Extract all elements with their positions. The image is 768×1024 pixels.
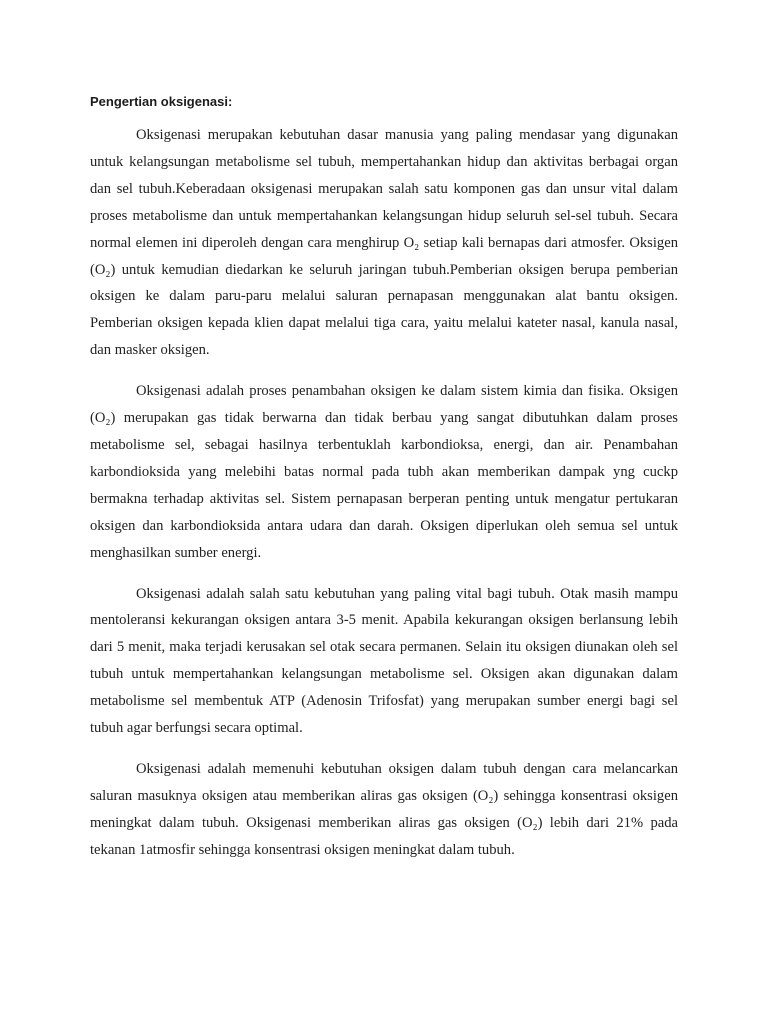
paragraph-2: Oksigenasi adalah proses penambahan oksigen ke dalam sistem kimia dan fisika. Oksigen (O₂) merupakan gas tidak berwarna dan tidak berbau yang sangat dibutuhkan dalam proses metabolisme sel, sebagai hasilnya terbentuklah karbondioksa, energi, dan air. Penambahan karbondioksida yang melebihi batas normal pada tubh akan memberikan dampak yng cuckp bermakna terhadap aktivitas sel. Sistem pernapasan berperan penting untuk mengatur pertukaran oksigen dan karbondioksida antara udara dan darah. Oksigen diperlukan oleh semua sel untuk menghasilkan sumber energi.	[90, 383, 678, 561]
paragraph-1: Oksigenasi merupakan kebutuhan dasar manusia yang paling mendasar yang digunakan untuk kelangsungan metabolisme sel tubuh, mempertahankan hidup dan aktivitas berbagai organ dan sel tubuh.Keberadaan oksigenasi merupakan salah satu komponen gas dan unsur vital dalam proses metabolisme dan untuk mempertahankan kelangsungan hidup seluruh sel-sel tubuh. Secara normal elemen ini diperoleh dengan cara menghirup O₂ setiap kali bernapas dari atmosfer. Oksigen (O₂) untuk kemudian diedarkan ke seluruh jaringan tubuh.Pemberian oksigen berupa pemberian oksigen ke dalam paru-paru melalui saluran pernapasan menggunakan alat bantu oksigen. Pemberian oksigen kepada klien dapat melalui tiga cara, yaitu melalui kateter nasal, kanula nasal, dan masker oksigen.	[90, 127, 678, 359]
paragraph-3: Oksigenasi adalah salah satu kebutuhan yang paling vital bagi tubuh. Otak masih mampu mentoleransi kekurangan oksigen antara 3-5 menit. Apabila kekurangan oksigen berlansung lebih dari 5 menit, maka terjadi kerusakan sel otak secara permanen. Selain itu oksigen diunakan oleh sel tubuh untuk mempertahankan kelangsungan metabolisme sel. Oksigen akan digunakan dalam metabolisme sel membentuk ATP (Adenosin Trifosfat) yang merupakan sumber energi bagi sel tubuh agar berfungsi secara optimal.	[90, 585, 678, 737]
section-heading: Pengertian oksigenasi:	[90, 94, 233, 109]
document-body	[90, 122, 678, 878]
paragraph-4: Oksigenasi adalah memenuhi kebutuhan oksigen dalam tubuh dengan cara melancarkan saluran masuknya oksigen atau memberikan aliras gas oksigen (O₂) sehingga konsentrasi oksigen meningkat dalam tubuh. Oksigenasi memberikan aliras gas oksigen (O₂) lebih dari 21% pada tekanan 1atmosfir sehingga konsentrasi oksigen meningkat dalam tubuh.	[90, 760, 678, 858]
